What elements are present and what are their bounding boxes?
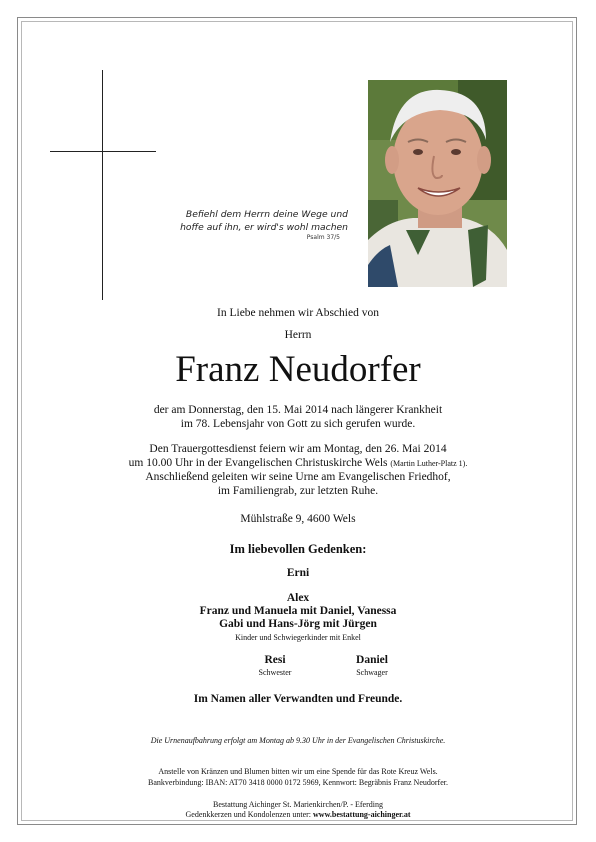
deceased-name: Franz Neudorfer	[175, 349, 421, 390]
children-role: Kinder und Schwiegerkinder mit Enkel	[235, 633, 361, 642]
death-line-2: im 78. Lebensjahr von Gott zu sich gerufen wurde.	[180, 418, 416, 430]
verse-line-1: Befiehl dem Herrn deine Wege und	[185, 209, 348, 220]
sibling-2	[322, 653, 422, 677]
mourner-child-1: Alex	[286, 592, 310, 604]
death-line-1: der am Donnerstag, den 15. Mai 2014 nach längerer Krankheit	[153, 404, 443, 416]
closing-line: Im Namen aller Verwandten und Freunde.	[193, 693, 403, 705]
service-line-4: im Familiengrab, zur letzten Ruhe.	[217, 485, 379, 497]
donation-line-1: Anstelle von Kränzen und Blumen bitten wir um eine Spende für das Rote Kreuz Wels.	[158, 767, 438, 776]
mourner-spouse: Erni	[286, 567, 310, 579]
verse-reference: Psalm 37/5	[306, 234, 340, 241]
footer-prefix: Gedenkkerzen und Kondolenzen unter:	[185, 810, 312, 819]
salutation: Herrn	[284, 329, 312, 341]
sibling-2-role: Schwager	[356, 668, 388, 677]
sibling-1	[225, 653, 325, 677]
verse-line-2: hoffe auf ihn, er wird's wohl machen	[180, 222, 348, 233]
urn-note: Die Urnenaufbahrung erfolgt am Montag ab 9.30 Uhr in der Evangelischen Christuskirche.	[150, 736, 446, 745]
sibling-2-name: Daniel	[356, 654, 388, 666]
bible-verse	[160, 208, 348, 242]
sibling-1-role: Schwester	[258, 668, 292, 677]
cross-icon-vertical	[102, 70, 103, 300]
footer-line-1: Bestattung Aichinger St. Marienkirchen/P. - Eferding	[213, 800, 383, 809]
service-line-2	[0, 456, 596, 471]
intro-text: In Liebe nehmen wir Abschied von	[217, 307, 379, 319]
sibling-1-name: Resi	[264, 654, 286, 666]
portrait-photo	[368, 80, 507, 287]
service-line-2-note: (Martin Luther-Platz 1).	[390, 459, 468, 468]
service-line-2-main: um 10.00 Uhr in der Evangelischen Christuskirche Wels	[128, 457, 388, 469]
home-address: Mühlstraße 9, 4600 Wels	[240, 513, 356, 525]
memory-heading: Im liebevollen Gedenken:	[229, 542, 367, 556]
website-link[interactable]: www.bestattung-aichinger.at	[313, 810, 411, 819]
donation-line-2: Bankverbindung: IBAN: AT70 3418 0000 0172 5969, Kennwort: Begräbnis Franz Neudorfer.	[148, 778, 448, 787]
cross-icon-horizontal	[50, 151, 156, 152]
footer-line-2	[0, 809, 596, 820]
service-line-1: Den Trauergottesdienst feiern wir am Montag, den 26. Mai 2014	[149, 443, 447, 455]
service-line-3: Anschließend geleiten wir seine Urne am Evangelischen Friedhof,	[145, 471, 451, 483]
mourner-child-2: Franz und Manuela mit Daniel, Vanessa	[199, 605, 397, 617]
mourner-child-3: Gabi und Hans-Jörg mit Jürgen	[219, 618, 377, 630]
